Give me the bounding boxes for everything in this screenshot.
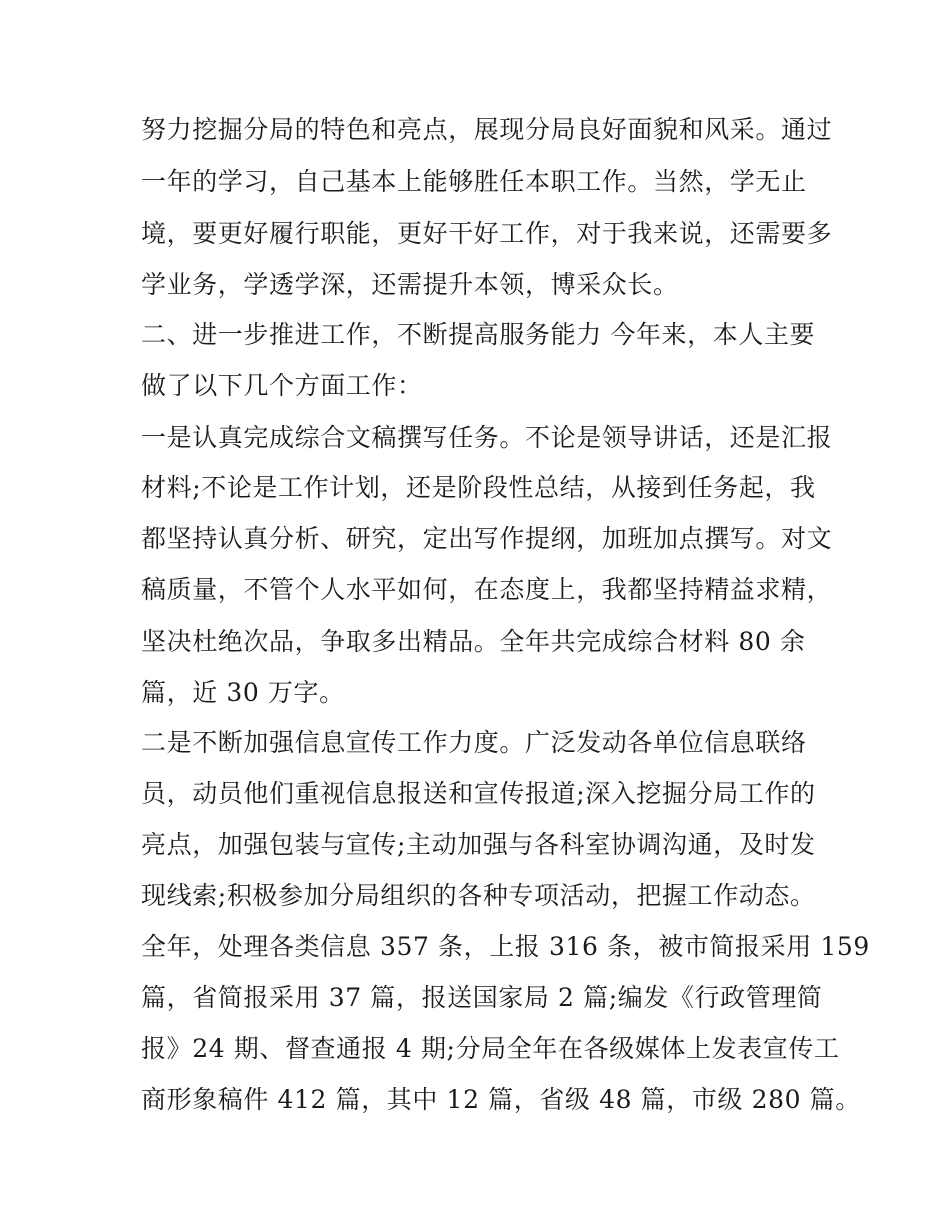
text-line: 材料;不论是工作计划，还是阶段性总结，从接到任务起，我 — [141, 473, 816, 502]
text-line: 员，动员他们重视信息报送和宣传报道;深入挖掘分局工作的 — [141, 779, 816, 808]
text-line: 全年，处理各类信息 357 条，上报 316 条，被市简报采用 159 — [141, 932, 870, 961]
text-line: 稿质量，不管个人水平如何，在态度上，我都坚持精益求精， — [141, 575, 833, 604]
text-line: 学业务，学透学深，还需提升本领，博采众长。 — [141, 270, 679, 299]
text-line: 一年的学习，自己基本上能够胜任本职工作。当然，学无止 — [141, 167, 807, 196]
text-line: 都坚持认真分析、研究，定出写作提纲，加班加点撰写。对文 — [141, 524, 833, 553]
text-line: 篇，省简报采用 37 篇，报送国家局 2 篇;编发《行政管理简 — [141, 983, 823, 1012]
text-line: 现线索;积极参加分局组织的各种专项活动，把握工作动态。 — [141, 881, 816, 910]
text-line: 一是认真完成综合文稿撰写任务。不论是领导讲话，还是汇报 — [141, 423, 833, 452]
text-line: 努力挖掘分局的特色和亮点，展现分局良好面貌和风采。通过 — [141, 115, 833, 144]
text-line: 做了以下几个方面工作： — [141, 371, 423, 400]
text-line: 报》24 期、督查通报 4 期;分局全年在各级媒体上发表宣传工 — [141, 1034, 840, 1063]
text-line: 境，要更好履行职能，更好干好工作，对于我来说，还需要多 — [141, 219, 833, 248]
text-line: 篇，近 30 万字。 — [141, 678, 345, 707]
text-line: 二是不断加强信息宣传工作力度。广泛发动各单位信息联络 — [141, 728, 807, 757]
text-line: 亮点，加强包装与宣传;主动加强与各科室协调沟通，及时发 — [141, 830, 816, 859]
text-line: 坚决杜绝次品，争取多出精品。全年共完成综合材料 80 余 — [141, 627, 806, 656]
section-heading-line: 二、进一步推进工作，不断提高服务能力 今年来，本人主要 — [141, 320, 816, 349]
text-line: 商形象稿件 412 篇，其中 12 篇，省级 48 篇，市级 280 篇。 — [141, 1085, 861, 1114]
